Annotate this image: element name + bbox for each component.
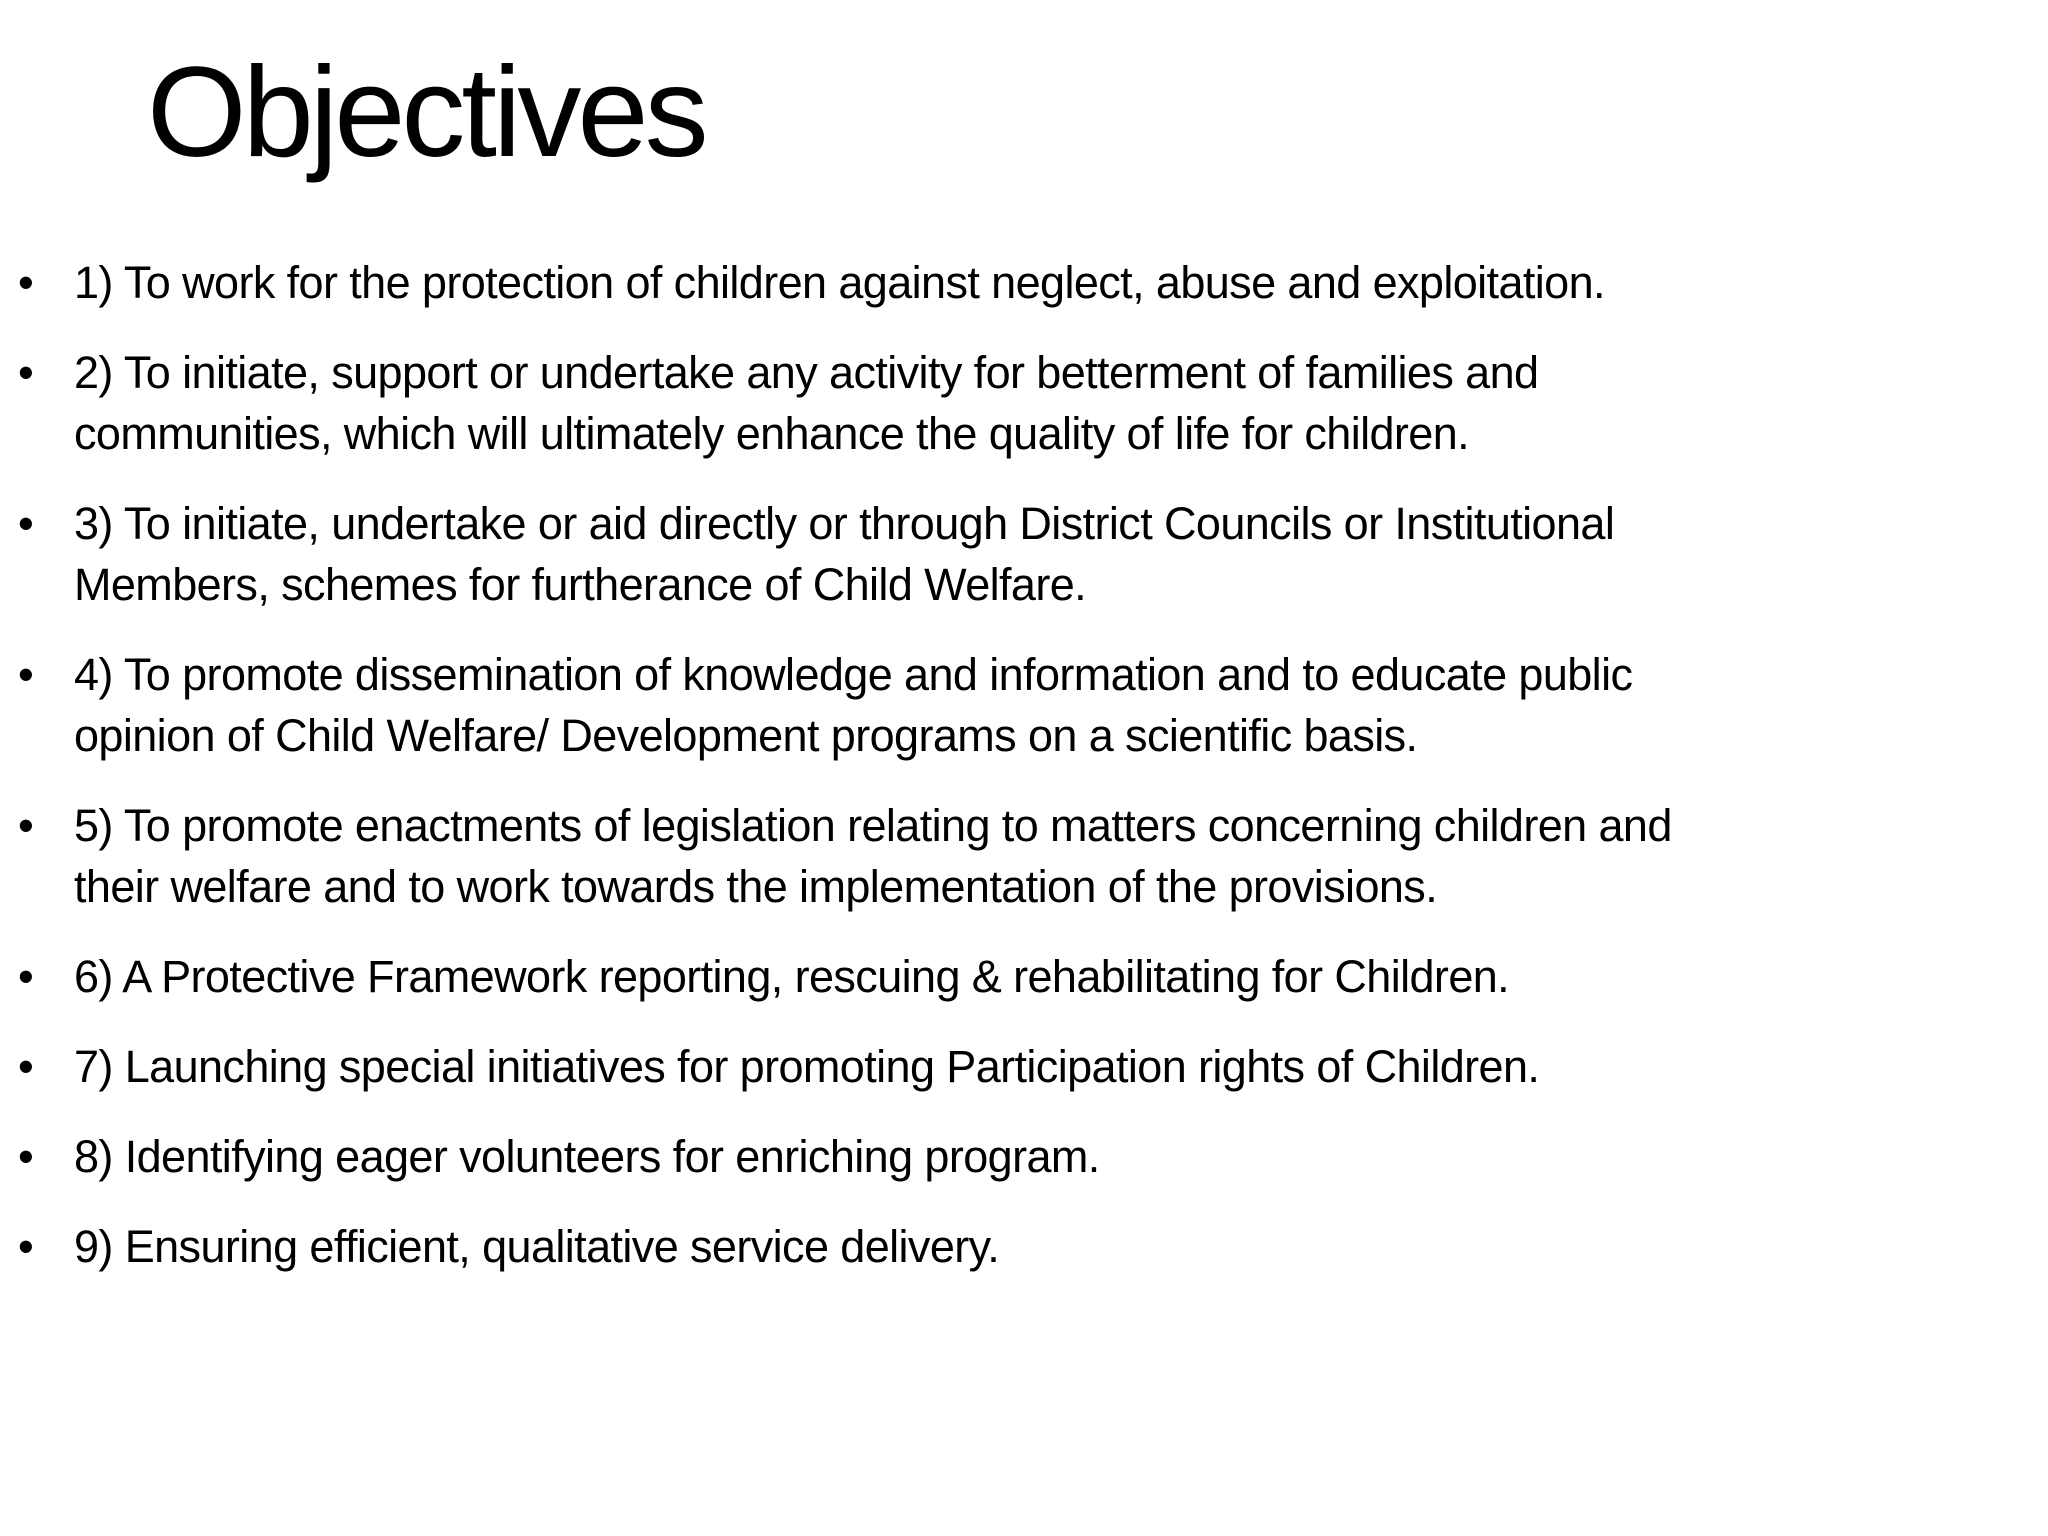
- objective-item-7: [18, 1036, 2028, 1097]
- objective-text-9: 9) Ensuring efficient, qualitative service delivery.: [74, 1221, 1000, 1272]
- objective-item-6: [18, 946, 2028, 1007]
- objectives-list: [18, 252, 2028, 1306]
- bullet-icon: •: [18, 800, 34, 851]
- objective-text-2: 2) To initiate, support or undertake any activity for betterment of families and communities, which will ultimately enhance the quality of life for children.: [74, 347, 1539, 459]
- objective-item-1: [18, 252, 2028, 313]
- bullet-icon: •: [18, 1131, 34, 1182]
- objective-text-4: 4) To promote dissemination of knowledge and information and to educate public opinion of Child Welfare/ Development programs on a scientific basis.: [74, 649, 1633, 761]
- objective-item-3: [18, 493, 2028, 615]
- objective-item-4: [18, 644, 2028, 766]
- objective-item-2: [18, 342, 2028, 464]
- bullet-icon: •: [18, 951, 34, 1002]
- bullet-icon: •: [18, 498, 34, 549]
- objective-text-5: 5) To promote enactments of legislation relating to matters concerning children and their welfare and to work towards the implementation of the provisions.: [74, 800, 1672, 912]
- objective-text-1: 1) To work for the protection of children against neglect, abuse and exploitation.: [74, 257, 1605, 308]
- objective-text-7: 7) Launching special initiatives for promoting Participation rights of Children.: [74, 1041, 1540, 1092]
- objective-text-8: 8) Identifying eager volunteers for enriching program.: [74, 1131, 1100, 1182]
- bullet-icon: •: [18, 1041, 34, 1092]
- objective-item-5: [18, 795, 2028, 917]
- bullet-icon: •: [18, 257, 34, 308]
- objective-item-9: [18, 1216, 2028, 1277]
- slide-title: Objectives: [147, 41, 705, 184]
- bullet-icon: •: [18, 1221, 34, 1272]
- objective-item-8: [18, 1126, 2028, 1187]
- bullet-icon: •: [18, 649, 34, 700]
- bullet-icon: •: [18, 347, 34, 398]
- objective-text-3: 3) To initiate, undertake or aid directly or through District Councils or Institutional Members, schemes for furtherance of Child Welfare.: [74, 498, 1615, 610]
- objective-text-6: 6) A Protective Framework reporting, rescuing & rehabilitating for Children.: [74, 951, 1510, 1002]
